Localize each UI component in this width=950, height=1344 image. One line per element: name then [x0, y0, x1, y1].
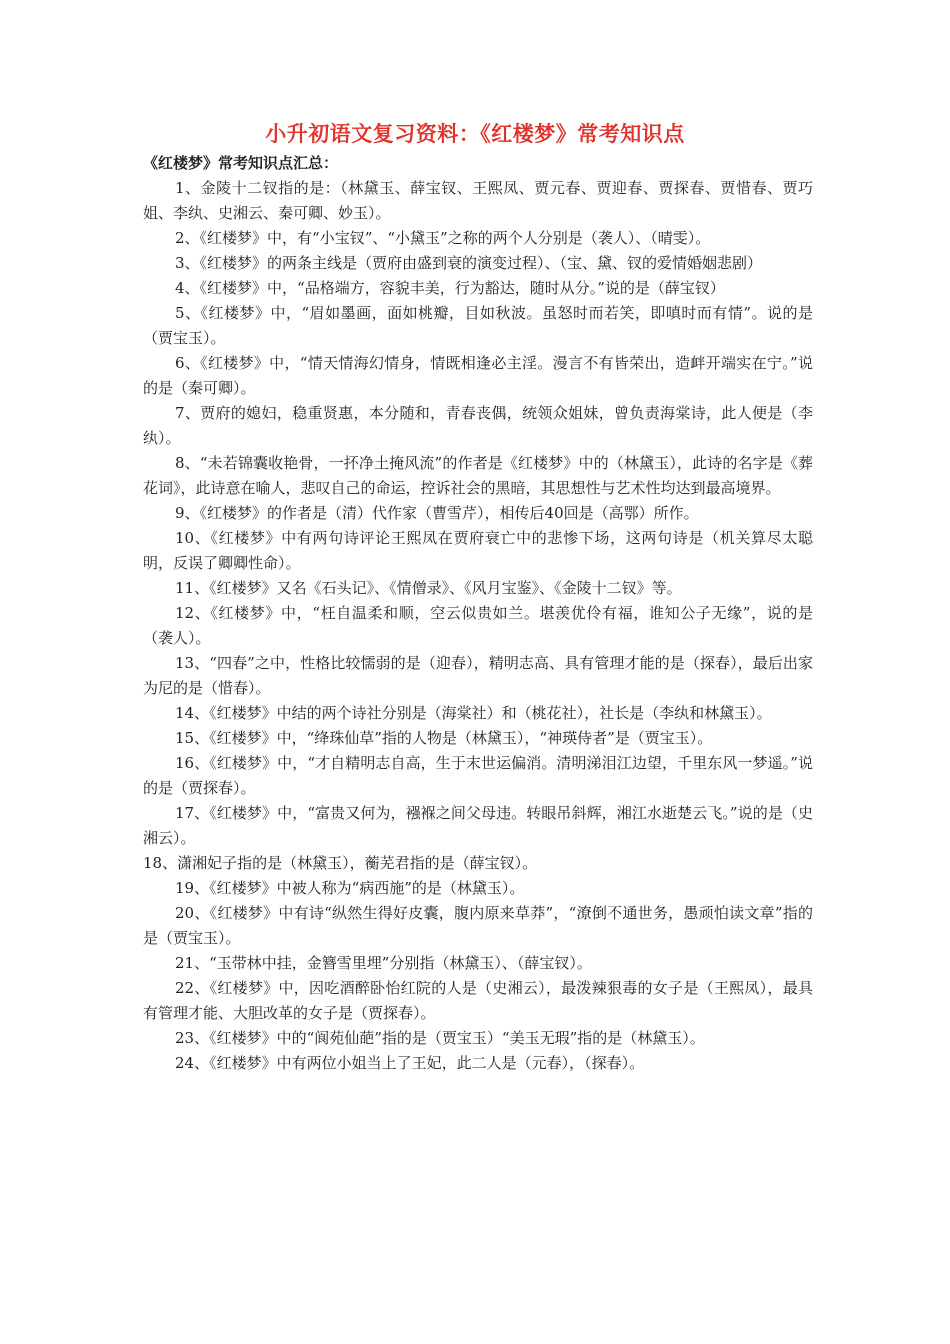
list-item: 2、《红楼梦》中，有“小宝钗”、“小黛玉”之称的两个人分别是（袭人）、（晴雯）。: [175, 229, 711, 247]
list-item: 21、“玉带林中挂，金簪雪里埋”分别指（林黛玉）、（薛宝钗）。: [175, 954, 592, 972]
list-item: 23、《红楼梦》中的“阆苑仙葩”指的是（贾宝玉）“美玉无瑕”指的是（林黛玉）。: [175, 1029, 705, 1047]
list-item: 17、《红楼梦》中，“富贵又何为，襁褓之间父母违。转眼吊斜辉，湘江水逝楚云飞。”说的是（史湘云）。: [143, 804, 813, 847]
section-heading: 《红楼梦》常考知识点汇总：: [143, 154, 339, 172]
list-item: 16、《红楼梦》中，“才自精明志自高，生于末世运偏消。清明涕泪江边望，千里东风一梦遥。”说的是（贾探春）。: [143, 754, 813, 797]
list-item: 18、潇湘妃子指的是（林黛玉），蘅芜君指的是（薛宝钗）。: [143, 854, 538, 872]
knowledge-list: [143, 176, 813, 1076]
list-item: 22、《红楼梦》中，因吃酒醉卧怡红院的人是（史湘云），最泼辣狠毒的女子是（王熙凤），最具有管理才能、大胆改革的女子是（贾探春）。: [143, 979, 813, 1022]
list-item: 19、《红楼梦》中被人称为“病西施”的是（林黛玉）。: [175, 879, 525, 897]
list-item: 9、《红楼梦》的作者是（清）代作家（曹雪芹），相传后40回是（高鄂）所作。: [175, 504, 699, 522]
list-item: 13、“四春”之中，性格比较懦弱的是（迎春），精明志高、具有管理才能的是（探春），最后出家为尼的是（惜春）。: [143, 654, 813, 697]
list-item: 4、《红楼梦》中，“品格端方，容貌丰美，行为豁达，随时从分。”说的是（薛宝钗）: [175, 279, 725, 297]
list-item: 8、“未若锦囊收艳骨，一抔净土掩风流”的作者是《红楼梦》中的（林黛玉），此诗的名字是《葬花词》，此诗意在喻人，悲叹自己的命运，控诉社会的黑暗，其思想性与艺术性均达到最高境界。: [143, 454, 813, 497]
page-title: 小升初语文复习资料：《红楼梦》常考知识点: [265, 122, 685, 146]
list-item: 10、《红楼梦》中有两句诗评论王熙凤在贾府衰亡中的悲惨下场，这两句诗是（机关算尽太聪明，反误了卿卿性命）。: [143, 529, 813, 572]
list-item: 7、贾府的媳妇，稳重贤惠，本分随和，青春丧偶，统领众姐妹，曾负责海棠诗，此人便是（李纨）。: [143, 404, 813, 447]
list-item: 5、《红楼梦》中，“眉如墨画，面如桃瓣，目如秋波。虽怒时而若笑，即嗔时而有情”。说的是（贾宝玉）。: [143, 304, 813, 347]
list-item: 20、《红楼梦》中有诗“纵然生得好皮囊，腹内原来草莽”，“潦倒不通世务，愚顽怕读文章”指的是（贾宝玉）。: [143, 904, 813, 947]
list-item: 1、金陵十二钗指的是：（林黛玉、薛宝钗、王熙凤、贾元春、贾迎春、贾探春、贾惜春、贾巧姐、李纨、史湘云、秦可卿、妙玉）。: [143, 179, 813, 222]
list-item: 3、《红楼梦》的两条主线是（贾府由盛到衰的演变过程）、（宝、黛、钗的爱情婚姻悲剧）: [175, 254, 763, 272]
list-item: 12、《红楼梦》中，“枉自温柔和顺，空云似贵如兰。堪羡优伶有福，谁知公子无缘”，说的是（袭人）。: [143, 604, 813, 647]
list-item: 11、《红楼梦》又名《石头记》、《情僧录》、《风月宝鉴》、《金陵十二钗》等。: [175, 579, 682, 597]
list-item: 6、《红楼梦》中，“情天情海幻情身，情既相逢必主淫。漫言不有皆荣出，造衅开端实在宁。”说的是（秦可卿）。: [143, 354, 813, 397]
list-item: 24、《红楼梦》中有两位小姐当上了王妃，此二人是（元春），（探春）。: [175, 1054, 645, 1072]
list-item: 15、《红楼梦》中，“绛珠仙草”指的人物是（林黛玉），“神瑛侍者”是（贾宝玉）。: [175, 729, 713, 747]
list-item: 14、《红楼梦》中结的两个诗社分别是（海棠社）和（桃花社），社长是（李纨和林黛玉）。: [175, 704, 772, 722]
